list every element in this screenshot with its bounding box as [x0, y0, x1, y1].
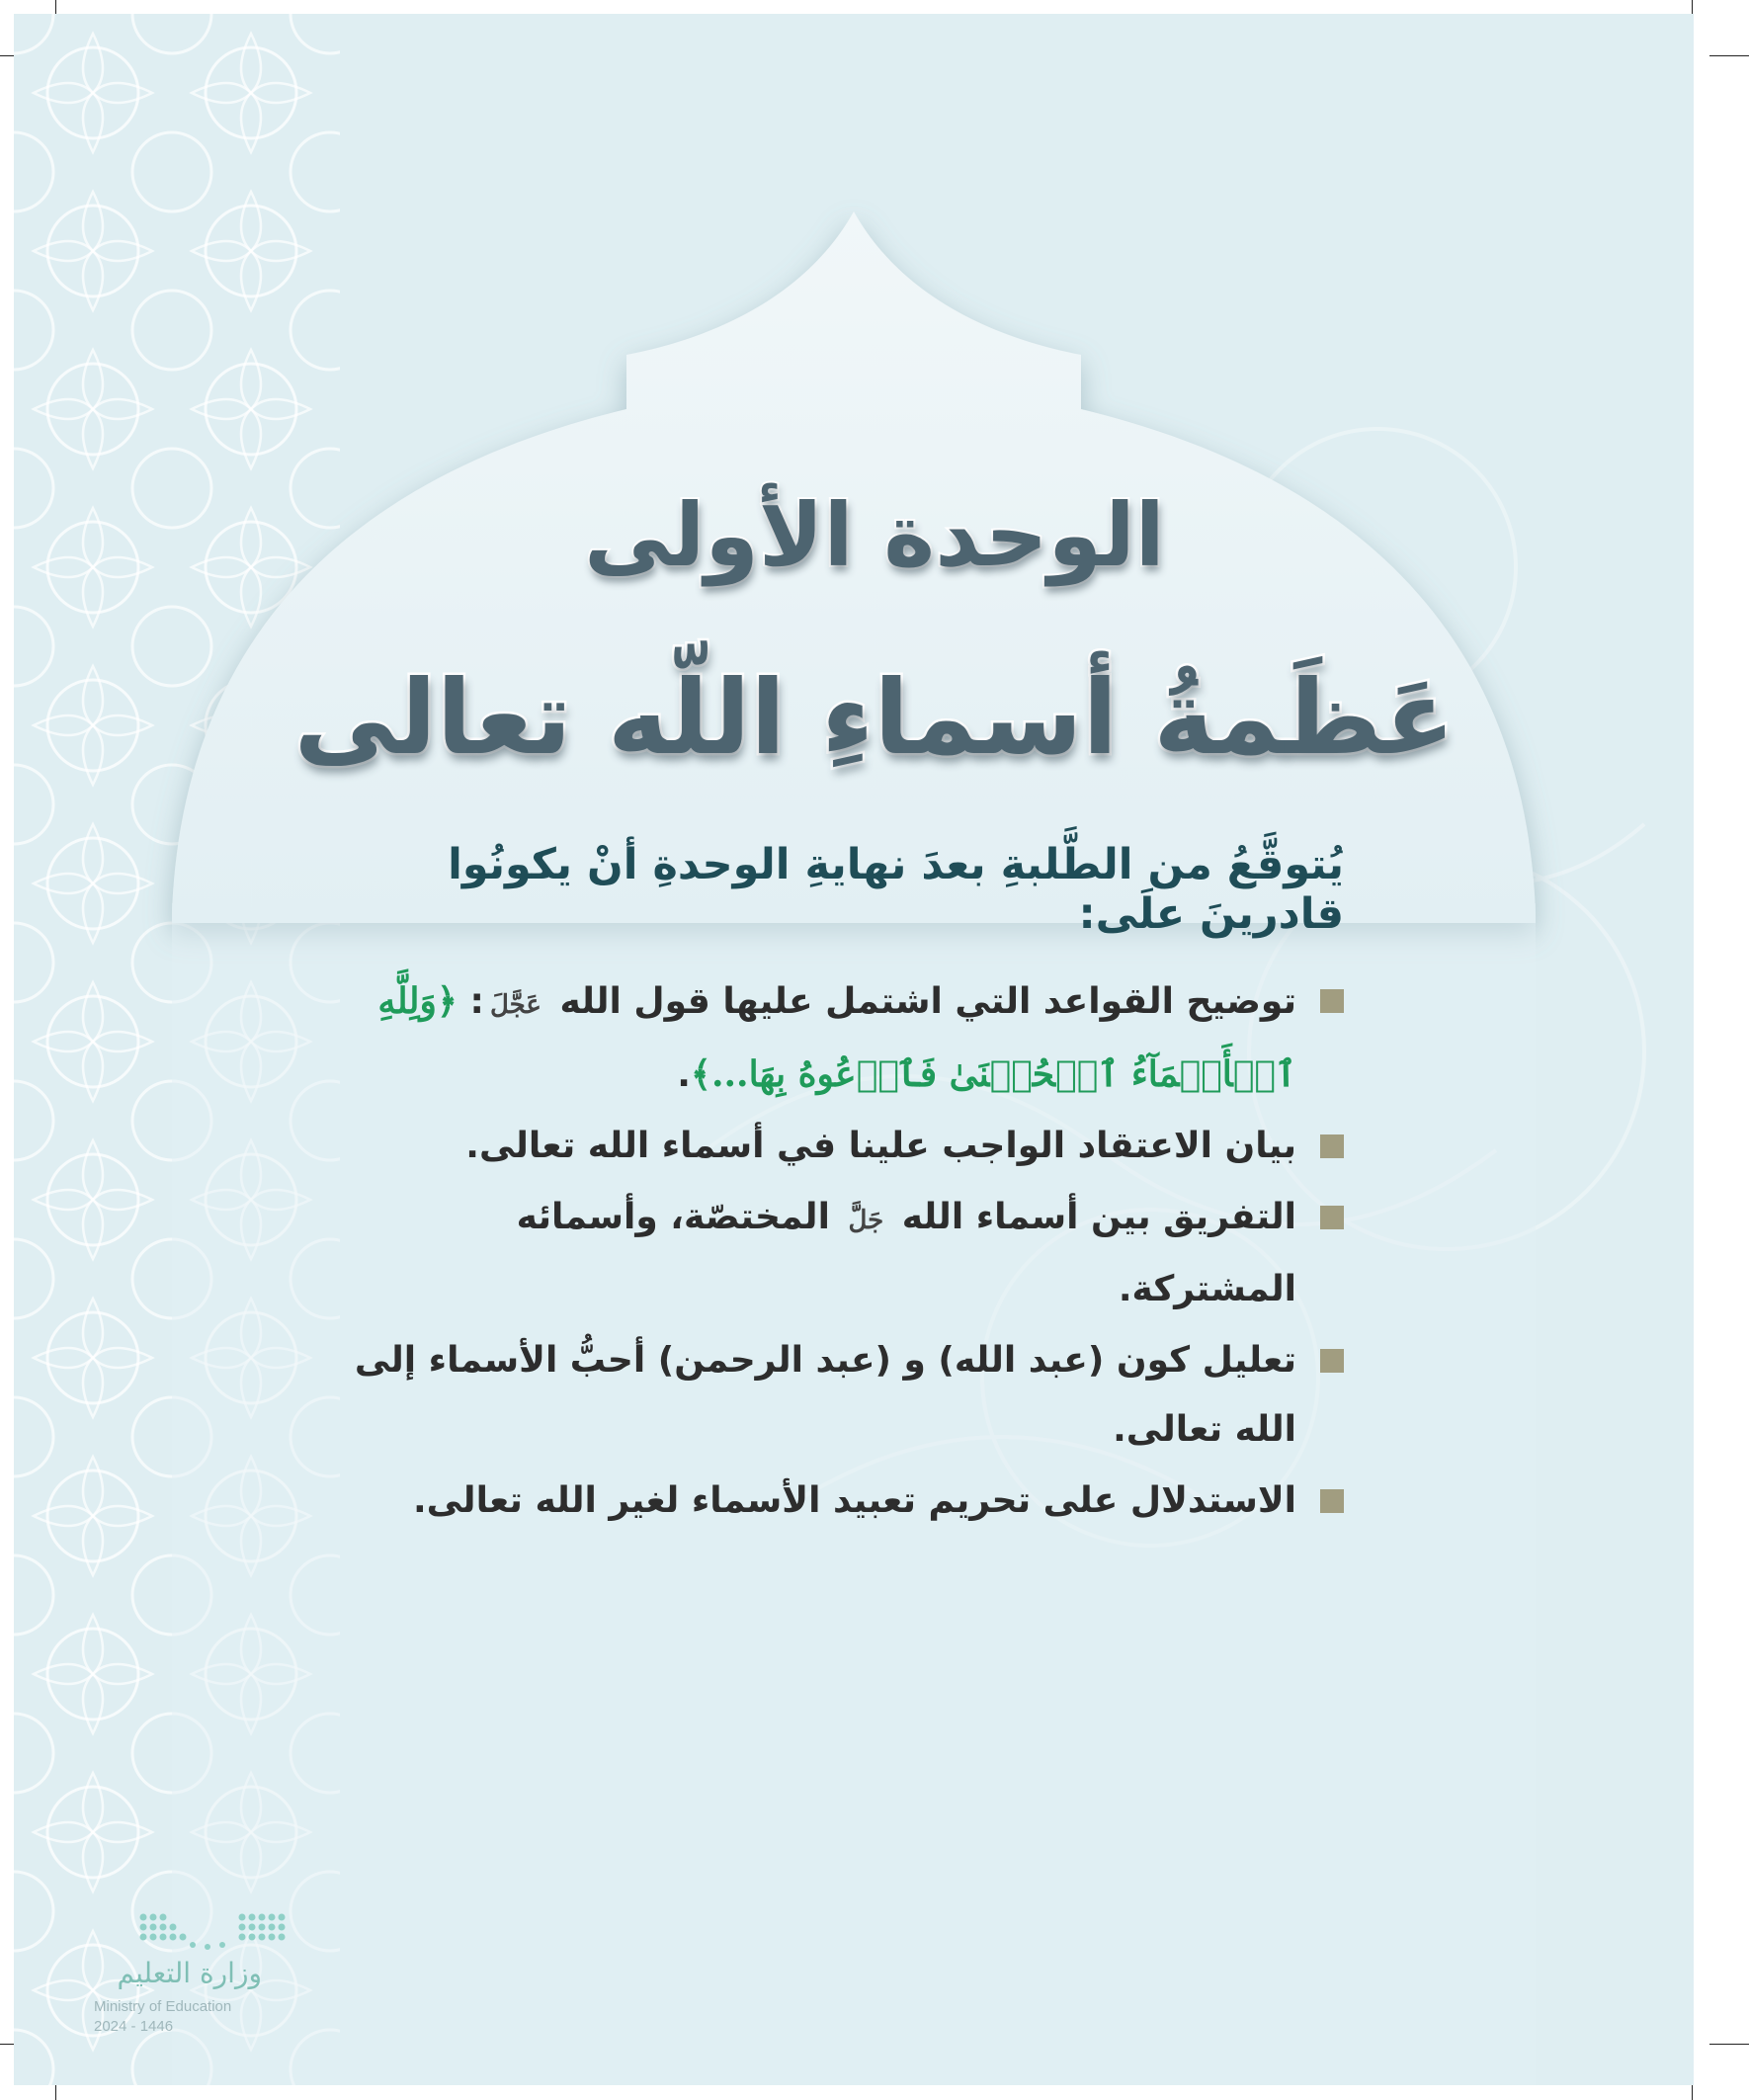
objectives-section [326, 840, 1344, 1538]
objective-text: بيان الاعتقاد الواجب علينا في أسماء الله تعالى. [465, 1126, 1296, 1166]
objective-item [326, 1112, 1344, 1181]
objective-text: الاستدلال على تحريم تعبيد الأسماء لغير الله تعالى. [412, 1480, 1296, 1521]
objective-item [326, 1183, 1344, 1324]
crop-mark [1709, 55, 1749, 56]
square-bullet-icon [1320, 1134, 1344, 1158]
crop-mark [1709, 2044, 1749, 2045]
square-bullet-icon [1320, 989, 1344, 1013]
objective-item [326, 966, 1344, 1110]
objective-end: . [677, 1054, 691, 1095]
objective-text: التفريق بين أسماء الله [901, 1197, 1296, 1237]
ministry-name-arabic: وزارة التعليم [117, 1957, 262, 1989]
square-bullet-icon [1320, 1206, 1344, 1229]
objective-colon: : [469, 981, 484, 1022]
objectives-list [326, 966, 1344, 1536]
honorific-ligature: عَجَّلَ [489, 990, 541, 1020]
objective-text: توضيح القواعد التي اشتمل عليها قول الله [559, 981, 1296, 1022]
objectives-intro: يُتوقَّعُ من الطَّلبةِ بعدَ نهايةِ الوحدةِ أنْ يكونُوا قادرينَ علَى: [448, 840, 1344, 939]
ministry-name-english: Ministry of Education [94, 1998, 232, 2015]
edition-year: 2024 - 1446 [94, 2018, 174, 2035]
honorific-ligature: جَلَّ [848, 1206, 884, 1235]
unit-subtitle: عَظَمةُ أسماءِ اللّه تعالى [293, 657, 1456, 778]
square-bullet-icon [1320, 1489, 1344, 1513]
objective-item [326, 1326, 1344, 1465]
square-bullet-icon [1320, 1349, 1344, 1373]
unit-title: الوحدة الأولى [584, 484, 1165, 586]
objective-text: تعليل كون (عبد الله) و (عبد الرحمن) أحبُّ الأسماء إلى الله تعالى. [354, 1340, 1296, 1450]
quran-verse: ﴿وَلِلَّهِ ٱلۡأَسۡمَآءُ ٱلۡحُسۡنَىٰ فَٱدۡعُوهُ بِهَا...﴾ [377, 980, 1296, 1095]
ministry-logo [94, 1907, 331, 2065]
objective-text-rest: المختصّة، وأسمائه المشتركة. [516, 1197, 1296, 1309]
objective-item [326, 1467, 1344, 1536]
ministry-logo-dots-icon [133, 1907, 331, 1957]
